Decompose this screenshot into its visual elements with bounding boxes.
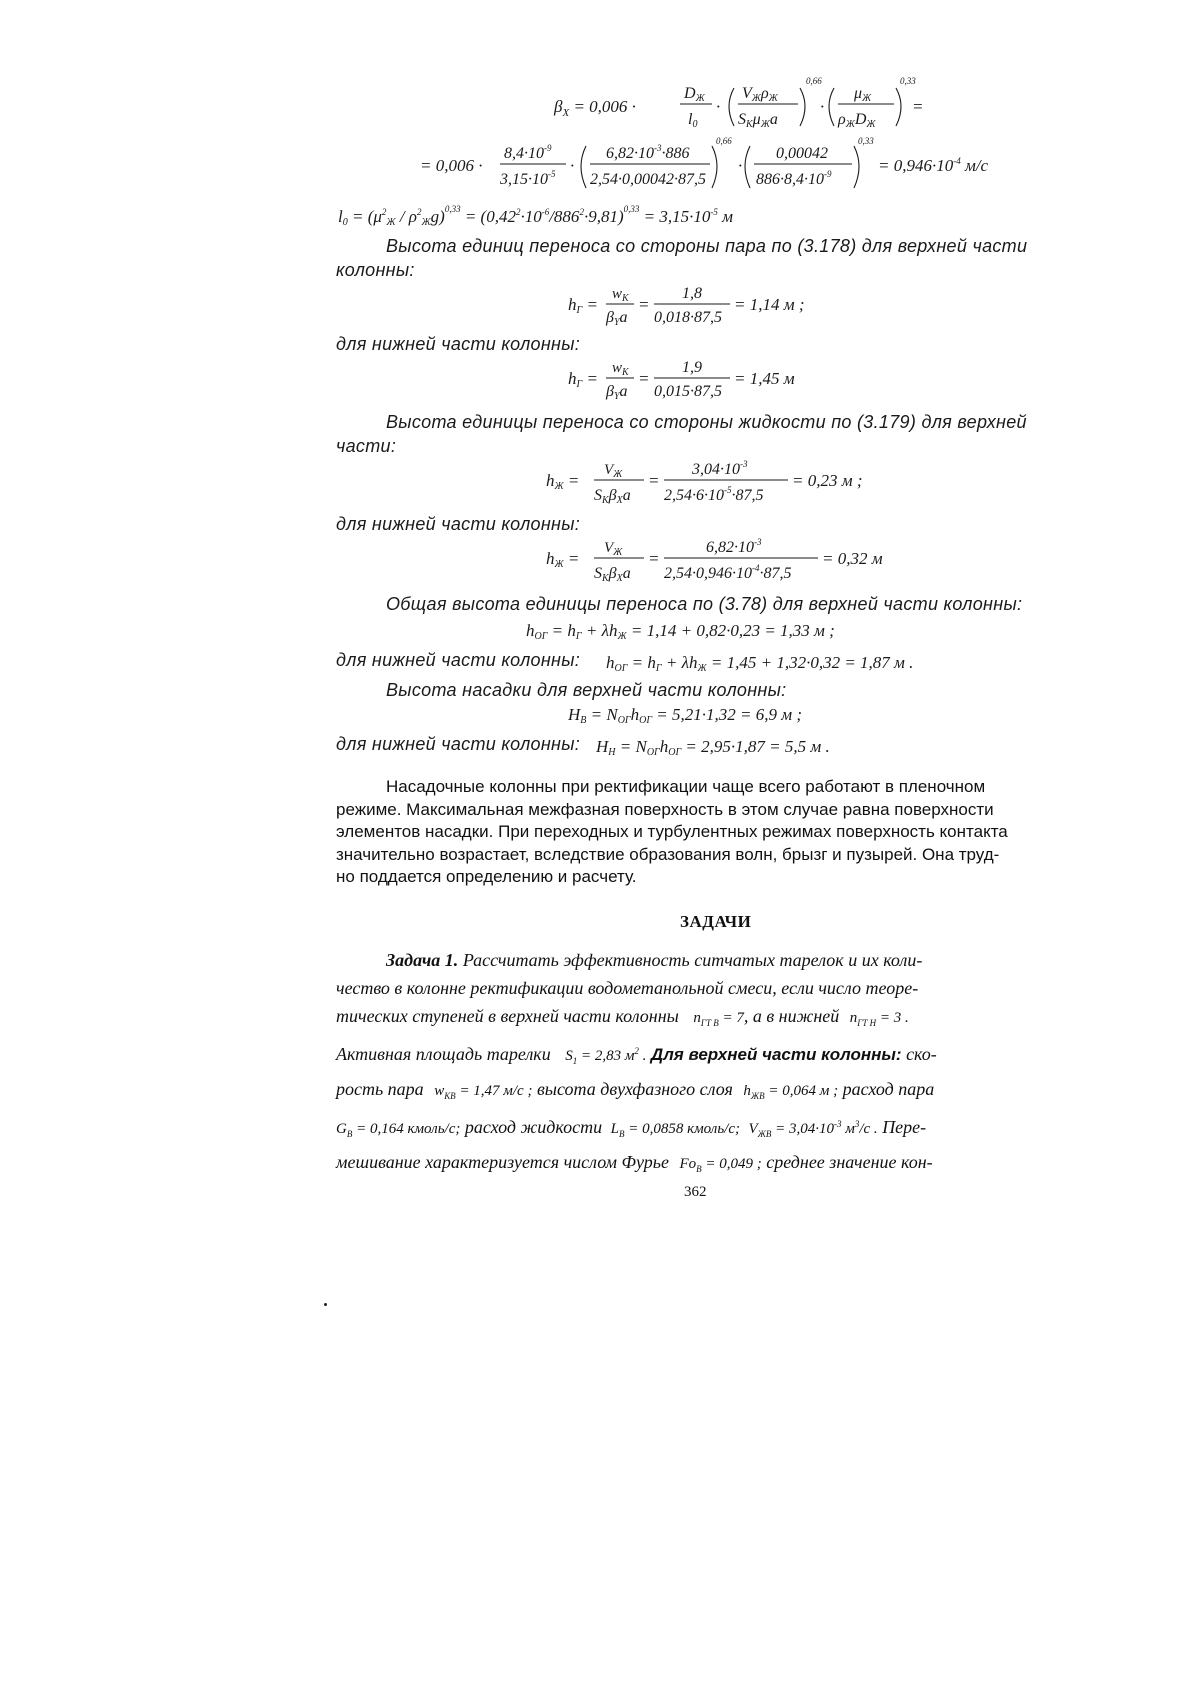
task-title: Задача 1. (386, 950, 459, 970)
task-formula-g-b: $G_В = 0,164$ кмоль/с; (336, 1121, 461, 1139)
svg-text:hОГ = hГ + λhЖ = 1,14 + 0,82·0: hОГ = hГ + λhЖ = 1,14 + 0,82·0,23 = 1,33 м ; (526, 621, 835, 642)
svg-text:ρЖDЖ: ρЖDЖ (838, 111, 876, 130)
svg-text:886·8,4·10-9: $886\cdot 8,4\cdot 10^{-9}$ (756, 169, 832, 188)
task-formula-n-upper: $n_{ГТ В} = 7$ (693, 1010, 744, 1028)
task-formula-l-b: $L_В = 0,0858$ кмоль/с; (610, 1121, 740, 1139)
task-text: высота двухфазного слоя (536, 1079, 733, 1099)
label-overall-transfer-upper: Общая высота единицы переноса по (3.78) для верхней части колонны: (386, 594, 1023, 614)
paragraph-line: но поддается определению и расчету. (336, 867, 637, 886)
svg-text:0,015·87,5: 0,015·87,5 (654, 383, 722, 400)
task-formula-n-lower: $n_{ГТ Н} = 3$ . (849, 1010, 909, 1028)
label-vapor-transfer-upper-cont: колонны: (336, 260, 415, 280)
svg-text:0,018·87,5: 0,018·87,5 (654, 309, 722, 326)
task-text: тических ступеней в верхней части колонны (336, 1006, 679, 1026)
svg-text:2,54·6·10-5·87,5: $2,54\cdot 6\cdot 10^{-5}\cdot 87,5$ (664, 485, 764, 504)
task-text: Активная площадь тарелки (336, 1044, 551, 1064)
label-packing-height-upper: Высота насадки для верхней части колонны: (386, 680, 787, 700)
svg-text:6,82·10-3·886: $6,82\cdot 10^{-3}\cdot 886$ (606, 143, 690, 162)
svg-text:·: · (820, 97, 825, 116)
svg-text:1,9: 1,9 (682, 359, 702, 376)
task-formula-v-zhv: $V_{ЖВ} = 3,04\cdot 10^{-3}$ $м^3/с$ . (748, 1119, 878, 1139)
paragraph-line: значительно возрастает, вследствие образования волн, брызг и пузырей. Она труд- (336, 844, 1000, 864)
svg-text:0,66: 0,66 (806, 76, 822, 86)
svg-text:VЖ: $V_Ж$ (604, 540, 623, 558)
svg-text:= 0,32 м: = 0,32 м (822, 549, 883, 568)
svg-text:=: = (648, 549, 660, 568)
label-liquid-transfer-upper: Высота единицы переноса со стороны жидкости по (3.179) для верхней (386, 412, 1027, 432)
svg-text:= 1,14 м ;: = 1,14 м ; (734, 295, 805, 314)
label-lower-part-4: для нижней части колонны: (336, 734, 581, 754)
task-text: рость пара (336, 1079, 424, 1099)
formula-beta-x-calculation (420, 136, 1042, 196)
svg-text:·: · (738, 156, 743, 175)
formula-l0 (336, 198, 796, 232)
svg-text:·: · (716, 97, 721, 116)
formula-beta-x-definition (548, 74, 908, 136)
svg-text:·: · (570, 156, 575, 175)
svg-text:=: = (638, 369, 650, 388)
label-lower-part-1: для нижней части колонны: (336, 334, 581, 354)
formula-beta-x-exp: 0,33 (900, 76, 916, 86)
svg-text:DЖ: DЖ (684, 85, 705, 104)
task-text: ско- (906, 1044, 937, 1064)
svg-text:βYa: βYa (606, 309, 628, 328)
task-formula-fo-b: $Fo_В = 0,049$ ; (679, 1156, 762, 1174)
task-text: Пере- (882, 1117, 927, 1137)
scan-speck (324, 1303, 327, 1306)
label-lower-part-3: для нижней части колонны: (336, 650, 581, 670)
svg-text:l0 = (μ2Ж / ρ2Жg)0,33 = (0,422: $l0 = (\mu^2_Ж / \rho^2_Жg)^{0,33} = (0,42^2\cdot 10^{-6}/886^2\cdot 9,81)^{0,33} = 3,15\cdot 10^{-5}$ м (338, 204, 733, 228)
svg-text:VЖ: $V_Ж$ (604, 462, 623, 480)
label-liquid-transfer-upper-cont: части: (336, 436, 397, 456)
task-formula-w-kv: $w_{КВ} = 1,47$ м/с ; (434, 1083, 533, 1101)
task-upper-part-bold: Для верхней части колонны: (650, 1045, 902, 1064)
task-line-7 (336, 1148, 1056, 1183)
paragraph-packed-columns (336, 776, 1056, 889)
svg-text:βYa: βYa (606, 383, 628, 402)
task-text: среднее значение кон- (766, 1152, 933, 1172)
task-line-5 (336, 1075, 1056, 1110)
task-text: Рассчитать эффективность ситчатых тарелок и их коли- (462, 950, 923, 970)
svg-text:= 1,45 м: = 1,45 м (734, 369, 795, 388)
svg-text:2,54·0,946·10-4·87,5: $2,54\cdot 0,946\cdot 10^{-4}\cdot 87,5$ (664, 563, 792, 582)
task-line-4 (336, 1037, 1056, 1075)
svg-text:wK: $w_K$ (612, 360, 629, 378)
formula-h-n (596, 732, 866, 760)
svg-text:hЖ =: hЖ = (546, 549, 580, 570)
svg-text:HН = NОГhОГ = 2,95·1,87 = 5,5: HН = NОГhОГ = 2,95·1,87 = 5,5 м . (596, 737, 830, 758)
svg-text:= 0,946·10-4 м/с: = $0,946\cdot 10^{-4}$ м/с (878, 156, 989, 175)
svg-text:3,15·10-5: $3,15\cdot 10^{-5}$ (500, 169, 556, 188)
svg-text:3,04·10-3: $3,04\cdot 10^{-3}$ (692, 459, 748, 478)
formula-h-g-lower (568, 354, 828, 404)
svg-text:hЖ =: hЖ = (546, 471, 580, 492)
svg-text:SKβXa: SKβXa (594, 487, 631, 506)
formula-beta-x-eq: = (912, 97, 924, 116)
task-text: расход жидкости (464, 1117, 603, 1137)
svg-text:βX = 0,006 ·: $\beta_X = 0,006$ · (554, 97, 636, 119)
svg-text:8,4·10-9: $8,4\cdot 10^{-9}$ (504, 143, 552, 162)
svg-text:SKμЖa: SKμЖa (738, 111, 778, 130)
svg-text:SKβXa: SKβXa (594, 565, 631, 584)
paragraph-line: Насадочные колонны при ректификации чаще всего работают в пленочном (386, 777, 986, 796)
svg-text:HВ = NОГhОГ = 5,21·1,32 = 6,9: HВ = NОГhОГ = 5,21·1,32 = 6,9 м ; (568, 705, 803, 726)
task-text: расход пара (842, 1079, 935, 1099)
svg-text:= 0,23 м ;: = 0,23 м ; (792, 471, 863, 490)
svg-text:VЖρЖ: VЖρЖ (742, 85, 778, 104)
formula-h-zh-upper (546, 456, 876, 508)
svg-text:2,54·0,00042·87,5: 2,54·0,00042·87,5 (590, 171, 706, 188)
label-vapor-transfer-upper: Высота единиц переноса со стороны пара по (3.178) для верхней части (386, 236, 1028, 256)
page-number: 362 (684, 1184, 707, 1200)
task-formula-s1: $S_1 = 2,83$ $м^2$ . (565, 1046, 647, 1066)
svg-text:6,82·10-3: $6,82\cdot 10^{-3}$ (706, 537, 762, 556)
task-formula-h-zhv: $h_{ЖВ} = 0,064$ м ; (743, 1083, 839, 1101)
svg-text:=: = (638, 295, 650, 314)
formula-h-zh-lower (546, 534, 896, 588)
section-heading: ЗАДАЧИ (680, 912, 752, 931)
svg-text:hГ =: hГ = (568, 295, 598, 316)
paragraph-line: элементов насадки. При переходных и турбулентных режимах поверхность контакта (336, 822, 1008, 841)
formula-h-og-upper (526, 616, 856, 644)
task-text: , а в нижней (743, 1006, 840, 1026)
task-1 (336, 946, 1056, 1183)
svg-text:hОГ = hГ + λhЖ = 1,45 + 1,32·0: hОГ = hГ + λhЖ = 1,45 + 1,32·0,32 = 1,87 м . (606, 653, 914, 674)
svg-text:0,66: 0,66 (716, 136, 732, 146)
formula-h-g-upper (568, 280, 828, 330)
formula-h-og-lower (606, 648, 946, 676)
svg-text:0,33: 0,33 (858, 136, 874, 146)
svg-text:0,00042: 0,00042 (776, 145, 828, 162)
task-line-1 (336, 946, 1056, 974)
svg-text:= 0,006 ·: = 0,006 · (420, 156, 483, 175)
svg-text:μЖ: μЖ (854, 85, 872, 104)
paragraph-line: режиме. Максимальная межфазная поверхность в этом случае равна поверхности (336, 799, 994, 819)
formula-h-b (568, 700, 828, 728)
task-text: мешивание характеризуется числом Фурье (336, 1152, 669, 1172)
svg-text:hГ =: hГ = (568, 369, 598, 390)
task-line-6 (336, 1110, 1056, 1148)
task-line-2: чество в колонне ректификации водометанольной смеси, если число теоре- (336, 978, 919, 998)
label-lower-part-2: для нижней части колонны: (336, 514, 581, 534)
task-line-3 (336, 1002, 1056, 1037)
svg-text:wK: $w_K$ (612, 286, 629, 304)
svg-text:1,8: 1,8 (682, 285, 702, 302)
svg-text:l0: l0 (688, 111, 698, 130)
svg-text:=: = (648, 471, 660, 490)
